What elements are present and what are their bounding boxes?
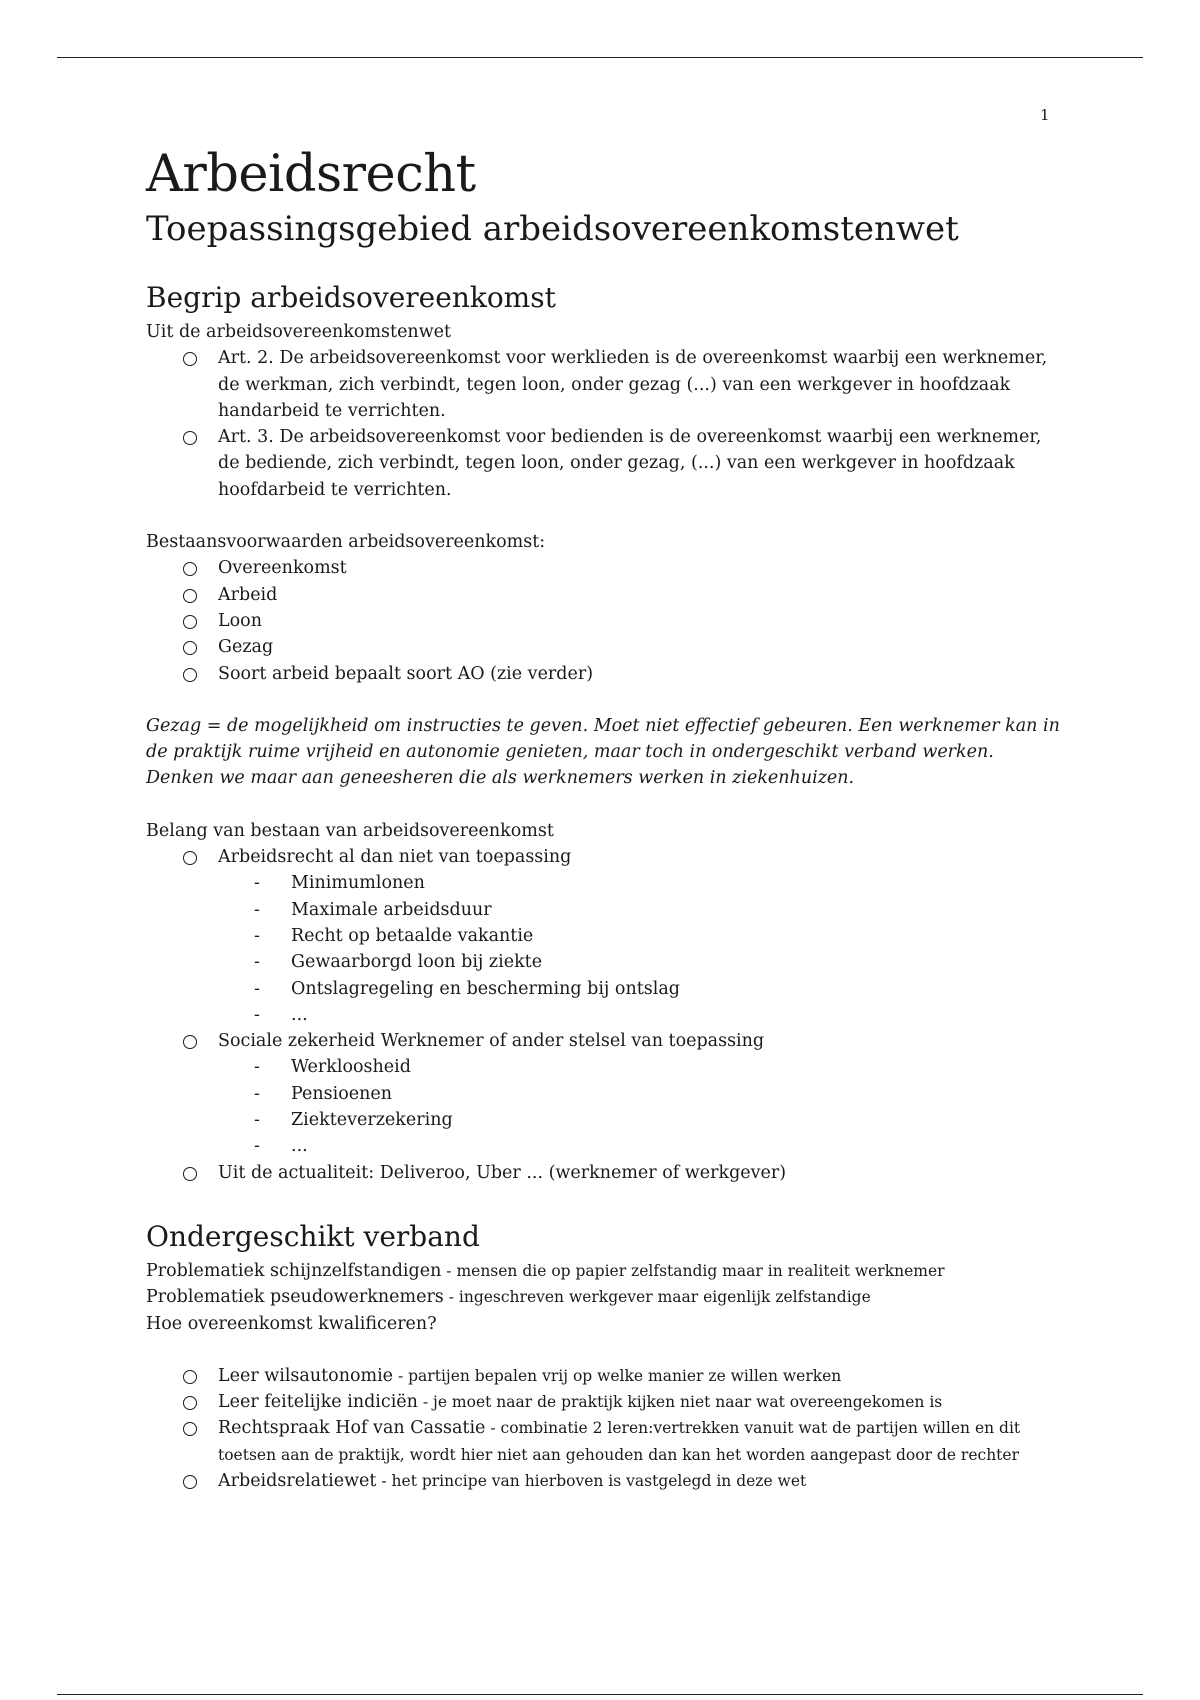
list-item: Loon	[146, 608, 1066, 634]
sub-list-item: - Ontslagregeling en bescherming bij ontslag	[254, 978, 680, 999]
kwalificatie-question: Hoe overeenkomst kwalificeren?	[146, 1313, 437, 1334]
gezag-note: Gezag = de mogelijkheid om instructies te geven. Moet niet effectief gebeuren. Een werknemer kan in de praktijk ruime vrijheid en autonomie genieten, maar toch in ondergeschikt verband werken. Denken we maar aan geneesheren die als werknemers werken in ziekenhuizen.	[146, 715, 1060, 789]
sub-list-item: - Werkloosheid	[254, 1057, 411, 1078]
section-heading-begrip: Begrip arbeidsovereenkomst	[146, 281, 556, 314]
circle-bullet-icon	[183, 431, 197, 445]
intro-text: Uit de arbeidsovereenkomstenwet	[146, 322, 452, 342]
list-item: Gezag	[146, 634, 1066, 660]
circle-bullet-icon	[183, 1475, 197, 1489]
bottom-rule	[57, 1694, 1143, 1695]
circle-bullet-icon	[183, 1396, 197, 1410]
sub-list-item: - Ziekteverzekering	[254, 1110, 453, 1131]
list-item: Overeenkomst	[146, 555, 1066, 581]
list-item: Soort arbeid bepaalt soort AO (zie verder)	[146, 661, 1066, 687]
list-item: Leer wilsautonomie - partijen bepalen vrij op welke manier ze willen werken	[146, 1363, 1066, 1389]
sub-list-item: - Maximale arbeidsduur	[254, 899, 492, 920]
circle-bullet-icon	[183, 851, 197, 865]
sub-list-item: - Gewaarborgd loon bij ziekte	[254, 952, 543, 973]
list-item: Art. 2. De arbeidsovereenkomst voor werklieden is de overeenkomst waarbij een werknemer, de werkman, zich verbindt, tegen loon, onder gezag (...) van een werkgever in hoofdzaak handarbeid te verrichten.	[146, 345, 1066, 424]
sub-list-item: - ...	[254, 1004, 308, 1025]
list-item: Sociale zekerheid Werknemer of ander stelsel van toepassing - Werkloosheid - Pensioenen - Ziekteverzekering - ...	[146, 1028, 1066, 1159]
article-list	[146, 345, 1066, 503]
list-item: Arbeid	[146, 582, 1066, 608]
list-item: Art. 3. De arbeidsovereenkomst voor bedienden is de overeenkomst waarbij een werknemer, de bediende, zich verbindt, tegen loon, onder gezag, (...) van een werkgever in hoofdzaak hoofdarbeid te verrichten.	[146, 424, 1066, 503]
problematiek-line: Problematiek pseudowerknemers - ingeschreven werkgever maar eigenlijk zelfstandige	[146, 1287, 871, 1308]
belang-label: Belang van bestaan van arbeidsovereenkomst	[146, 820, 554, 841]
section-heading-ondergeschikt: Ondergeschikt verband	[146, 1219, 480, 1253]
top-rule	[57, 57, 1143, 58]
sub-list-item: - ...	[254, 1136, 308, 1157]
circle-bullet-icon	[183, 1167, 197, 1181]
circle-bullet-icon	[183, 1370, 197, 1384]
document-subtitle: Toepassingsgebied arbeidsovereenkomstenwet	[146, 209, 959, 249]
document-title: Arbeidsrecht	[146, 145, 476, 204]
circle-bullet-icon	[183, 562, 197, 576]
document-body	[146, 145, 1066, 1494]
circle-bullet-icon	[183, 1035, 197, 1049]
circle-bullet-icon	[183, 1422, 197, 1436]
sub-list-item: - Pensioenen	[254, 1083, 392, 1104]
circle-bullet-icon	[183, 615, 197, 629]
sub-list-item: - Minimumlonen	[254, 873, 425, 894]
list-item: Arbeidsrelatiewet - het principe van hierboven is vastgelegd in deze wet	[146, 1468, 1066, 1494]
page-number: 1	[1040, 106, 1050, 124]
sub-list	[218, 870, 1066, 1028]
sub-list-item: - Recht op betaalde vakantie	[254, 925, 534, 946]
list-item: Leer feitelijke indiciën - je moet naar de praktijk kijken niet naar wat overeengekomen is	[146, 1389, 1066, 1415]
belang-list	[146, 844, 1066, 1186]
list-item: Uit de actualiteit: Deliveroo, Uber ... (werknemer of werkgever)	[146, 1160, 1066, 1186]
circle-bullet-icon	[183, 668, 197, 682]
conditions-label: Bestaansvoorwaarden arbeidsovereenkomst:	[146, 532, 546, 553]
conditions-list	[146, 555, 1066, 686]
kwalificatie-list	[146, 1363, 1066, 1494]
problematiek-line: Problematiek schijnzelfstandigen - mensen die op papier zelfstandig maar in realiteit werknemer	[146, 1260, 945, 1281]
list-item: Rechtspraak Hof van Cassatie - combinatie 2 leren:vertrekken vanuit wat de partijen willen en dit toetsen aan de praktijk, wordt hier niet aan gehouden dan kan het worden aangepast door de rechter	[146, 1415, 1066, 1468]
sub-list	[218, 1054, 1066, 1159]
list-item: Arbeidsrecht al dan niet van toepassing - Minimumlonen - Maximale arbeidsduur - Recht op betaalde vakantie - Gewaarborgd loon bij ziekte - Ontslagregeling en bescherming bij ontslag - ...	[146, 844, 1066, 1028]
circle-bullet-icon	[183, 641, 197, 655]
circle-bullet-icon	[183, 352, 197, 366]
circle-bullet-icon	[183, 589, 197, 603]
